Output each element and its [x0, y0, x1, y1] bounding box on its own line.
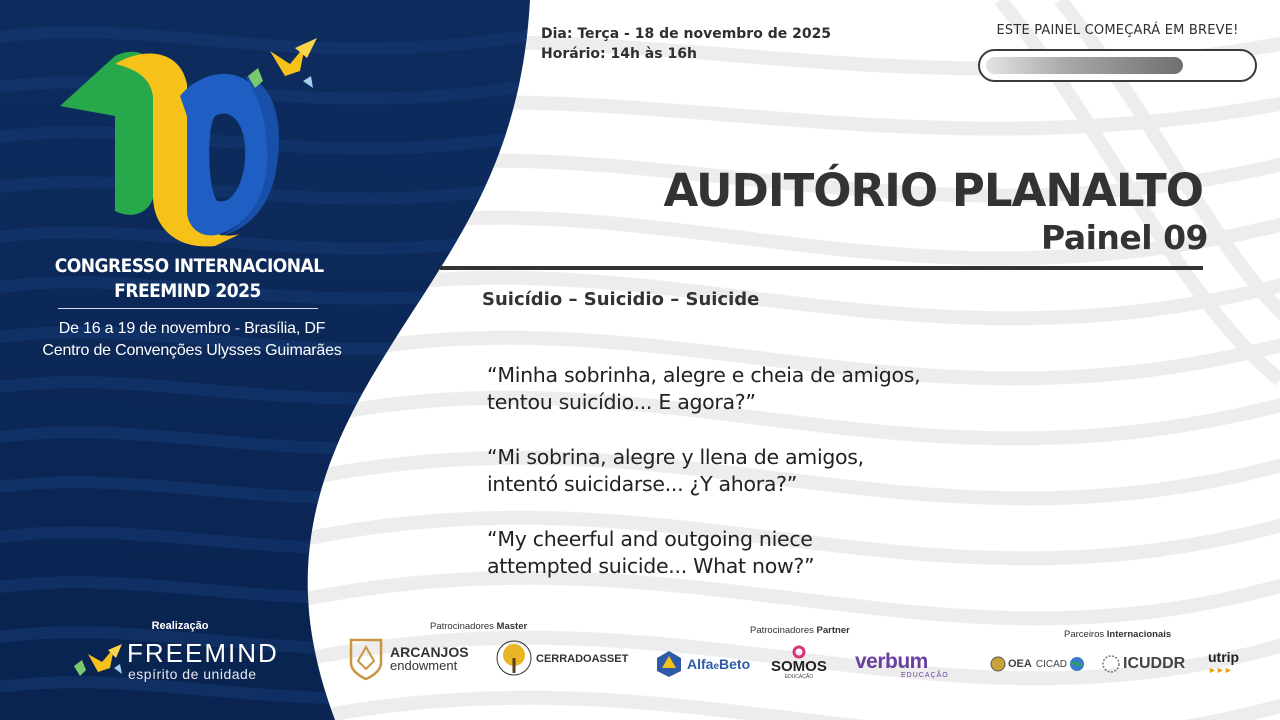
icuddr-globe-icon	[1101, 654, 1121, 674]
panel-quotes	[487, 362, 1007, 608]
cerrado-name: CERRADOASSET	[536, 653, 629, 665]
icuddr-name: ICUDDR	[1123, 655, 1186, 672]
quote-english	[487, 526, 1007, 580]
oea-globe-icon	[990, 656, 1006, 672]
alfaebeto-name-e: e	[713, 661, 720, 672]
somos-name: SOMOS	[771, 658, 827, 675]
panel-number: Painel 09	[1041, 218, 1208, 257]
quote-portuguese	[487, 362, 1007, 416]
congress-title	[54, 254, 324, 304]
label-bold: Partner	[816, 625, 850, 636]
congress-logo	[55, 36, 325, 251]
partner-utrip	[1208, 650, 1239, 675]
auditorium-name: AUDITÓRIO PLANALTO	[663, 164, 1203, 217]
congress-title-line2: FREEMIND 2025	[114, 280, 261, 302]
countdown-progress-fill	[986, 57, 1183, 74]
congress-title-line1: CONGRESSO INTERNACIONAL	[54, 255, 324, 277]
international-partners-label	[1064, 629, 1171, 640]
partner-oea-cicad	[990, 656, 1085, 672]
utrip-name: utrip	[1208, 649, 1240, 665]
label-bold: Internacionais	[1106, 629, 1172, 640]
quote-line: tentou suicídio... E agora?”	[487, 390, 756, 414]
cicad-globe-icon	[1069, 656, 1085, 672]
heading-divider	[440, 266, 1203, 270]
quote-line: “Mi sobrina, alegre y llena de amigos,	[487, 445, 864, 469]
countdown-label: ESTE PAINEL COMEÇARÁ EM BREVE!	[996, 23, 1239, 38]
quote-line: “Minha sobrinha, alegre e cheia de amigos,	[487, 363, 921, 387]
label-bold: Master	[496, 621, 528, 632]
arcanjos-sub: endowment	[390, 658, 458, 673]
label-prefix: Patrocinadores	[750, 625, 817, 636]
quote-line: intentó suicidarse... ¿Y ahora?”	[487, 472, 798, 496]
freemind-wordmark: FREEMIND	[127, 638, 279, 668]
sponsor-cerradoasset	[496, 640, 628, 678]
verbum-sub: EDUCAÇÃO	[901, 672, 949, 679]
schedule-info	[541, 24, 831, 64]
event-dates-location: De 16 a 19 de novembro - Brasília, DF	[58, 320, 326, 337]
panel-topic: Suicídio – Suicidio – Suicide	[482, 289, 760, 310]
quote-spanish	[487, 444, 1007, 498]
schedule-time: Horário: 14h às 16h	[541, 46, 697, 62]
partner-sponsors-label	[750, 625, 850, 636]
alfaebeto-name-a: Alfa	[687, 656, 714, 672]
quote-line: “My cheerful and outgoing niece	[487, 527, 813, 551]
organizer-label: Realização	[151, 620, 209, 632]
alfaebeto-hex-icon	[655, 650, 683, 678]
alfaebeto-name	[687, 656, 750, 672]
label-prefix: Parceiros	[1064, 629, 1107, 640]
oea-name: OEA	[1008, 658, 1032, 670]
countdown-progress-bar	[978, 49, 1257, 82]
master-sponsors-label	[430, 621, 527, 632]
somos-circle-icon	[792, 645, 806, 659]
cicad-name: CICAD	[1035, 658, 1067, 670]
freemind-tagline: espírito de unidade	[128, 666, 257, 682]
sponsor-somos	[771, 645, 827, 680]
congress-subtitle	[22, 318, 362, 362]
cerrado-tree-icon	[496, 640, 532, 678]
utrip-arrows-icon: ►►►	[1208, 665, 1232, 675]
schedule-day: Dia: Terça - 18 de novembro de 2025	[541, 26, 832, 42]
sponsor-alfaebeto	[655, 650, 750, 678]
label-prefix: Patrocinadores	[430, 621, 497, 632]
arcanjos-shield-icon	[348, 637, 384, 681]
alfaebeto-name-b: Beto	[719, 656, 751, 672]
event-venue: Centro de Convenções Ulysses Guimarães	[42, 342, 342, 359]
partner-icuddr	[1101, 654, 1185, 674]
verbum-name: verbum	[855, 650, 928, 673]
quote-line: attempted suicide... What now?”	[487, 554, 815, 578]
sponsor-arcanjos	[348, 637, 469, 681]
title-divider	[58, 308, 318, 309]
arcanjos-name: ARCANJOS	[390, 644, 469, 660]
somos-sub: EDUCAÇÃO	[784, 674, 814, 680]
sponsor-verbum	[855, 652, 949, 679]
